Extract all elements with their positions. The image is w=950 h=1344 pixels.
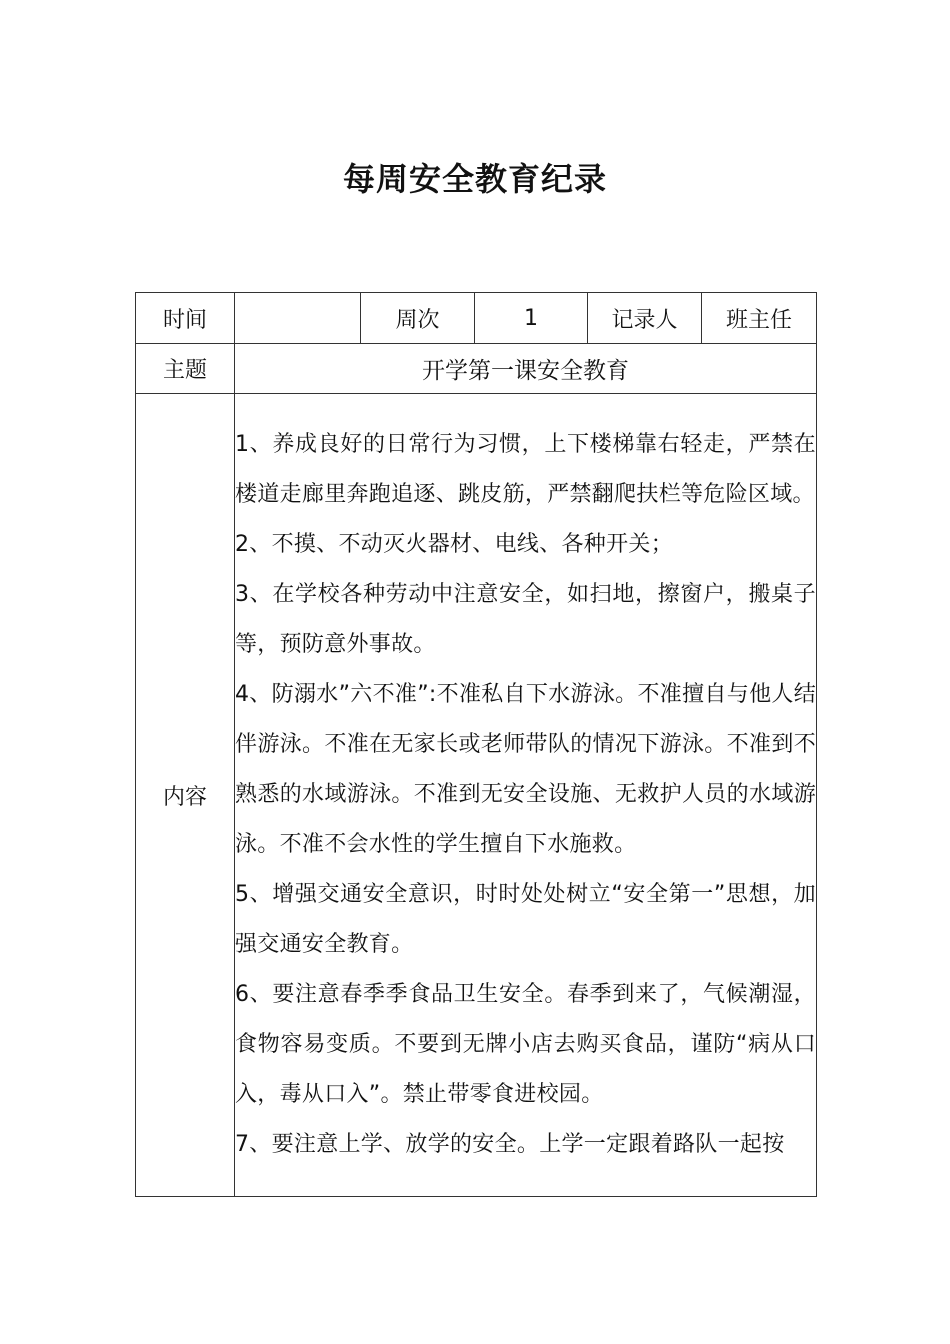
content-body [235, 394, 817, 1197]
time-label: 时间 [136, 293, 235, 344]
topic-value: 开学第一课安全教育 [235, 344, 817, 394]
recorder-value: 班主任 [702, 293, 817, 344]
info-row [136, 293, 817, 344]
week-label: 周次 [361, 293, 475, 344]
content-item: 7、要注意上学、放学的安全。上学一定跟着路队一起按 [235, 1132, 785, 1157]
document-title: 每周安全教育纪录 [342, 160, 607, 198]
content-item: 1、养成良好的日常行为习惯，上下楼梯靠右轻走，严禁在楼道走廊里奔跑追逐、跳皮筋，严禁翻爬扶栏等危险区域。 [235, 432, 816, 507]
content-item: 5、增强交通安全意识，时时处处树立“安全第一”思想，加强交通安全教育。 [235, 882, 816, 957]
content-item: 2、不摸、不动灭火器材、电线、各种开关； [235, 532, 673, 557]
content-label: 内容 [136, 394, 235, 1197]
content-item: 4、防溺水”六不准”:不准私自下水游泳。不准擅自与他人结伴游泳。不准在无家长或老师带队的情况下游泳。不准到不熟悉的水域游泳。不准到无安全设施、无救护人员的水域游泳。不准不会水性的学生擅自下水施救。 [235, 682, 816, 857]
topic-row [136, 344, 817, 394]
time-value [235, 293, 361, 344]
content-row [136, 394, 817, 1197]
safety-record-table [135, 292, 817, 1197]
recorder-label: 记录人 [588, 293, 702, 344]
content-item: 6、要注意春季季食品卫生安全。春季到来了，气候潮湿，食物容易变质。不要到无牌小店去购买食品，谨防“病从口入，毒从口入”。禁止带零食进校园。 [235, 982, 816, 1107]
week-value: 1 [475, 293, 588, 344]
content-item: 3、在学校各种劳动中注意安全，如扫地，擦窗户，搬桌子等，预防意外事故。 [235, 582, 816, 657]
topic-label: 主题 [136, 344, 235, 394]
